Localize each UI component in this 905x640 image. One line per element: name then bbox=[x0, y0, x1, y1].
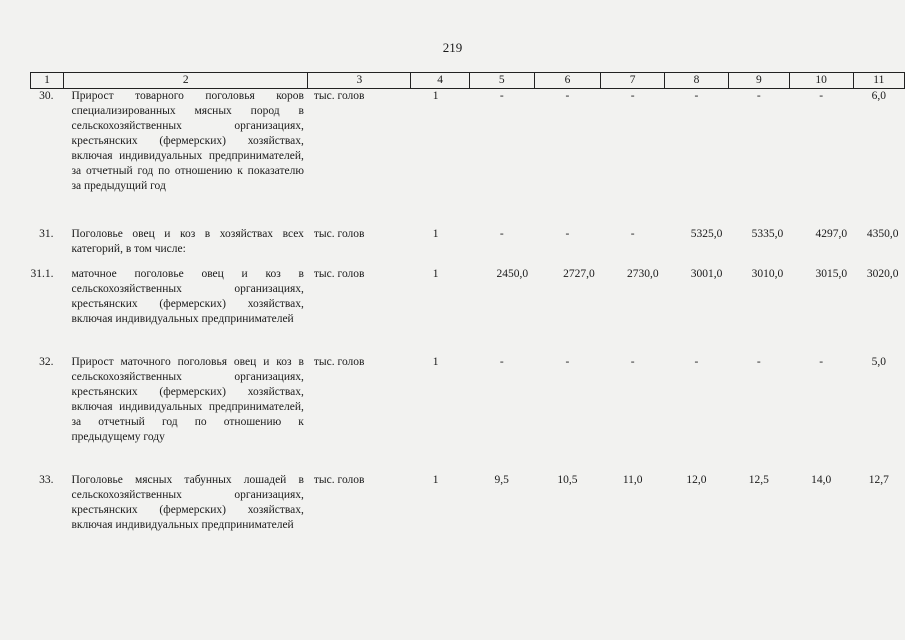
value-cell: - bbox=[756, 356, 761, 368]
indicator-description: Прирост товарного поголовья коров специализированных мясных пород в сельскохозяйственных организациях, крестьянских (фермерских) хозяйствах, включая индивидуальных предпринимателей, за отчетный год по отношению к показателю за предыдущий год bbox=[71, 90, 304, 192]
code-cell: 1 bbox=[432, 268, 439, 280]
col-header-8: 8 bbox=[665, 73, 729, 89]
value-cell: 5325,0 bbox=[690, 228, 723, 240]
value-cell: 2450,0 bbox=[496, 268, 529, 280]
col-header-7: 7 bbox=[601, 73, 665, 89]
value-cell: - bbox=[565, 228, 570, 240]
value-cell: 3010,0 bbox=[751, 268, 784, 280]
value-cell: - bbox=[756, 90, 761, 102]
table-row bbox=[31, 267, 905, 355]
page-number: 219 bbox=[442, 40, 463, 55]
row-number: 30. bbox=[39, 90, 54, 102]
value-cell: - bbox=[819, 356, 824, 368]
row-number: 32. bbox=[39, 356, 54, 368]
unit-cell: тыс. голов bbox=[313, 474, 365, 486]
column-number-row bbox=[31, 73, 905, 89]
value-cell: 3001,0 bbox=[690, 268, 723, 280]
col-header-5: 5 bbox=[469, 73, 534, 89]
code-cell: 1 bbox=[432, 356, 439, 368]
value-cell: 5,0 bbox=[871, 356, 886, 368]
table-row bbox=[31, 355, 905, 473]
unit-cell: тыс. голов bbox=[313, 356, 365, 368]
value-cell: - bbox=[630, 356, 635, 368]
code-cell: 1 bbox=[432, 474, 439, 486]
value-cell: 4350,0 bbox=[866, 228, 899, 240]
table-row bbox=[31, 473, 905, 553]
value-cell: - bbox=[565, 356, 570, 368]
code-cell: 1 bbox=[432, 228, 439, 240]
value-cell: - bbox=[819, 90, 824, 102]
code-cell: 1 bbox=[432, 90, 439, 102]
value-cell: - bbox=[694, 90, 699, 102]
col-header-6: 6 bbox=[534, 73, 601, 89]
value-cell: - bbox=[694, 356, 699, 368]
value-cell: 2730,0 bbox=[626, 268, 659, 280]
indicator-description: Прирост маточного поголовья овец и коз в сельскохозяйственных организациях, крестьянских (фермерских) хозяйствах, включая индивидуальных предпринимателей, за отчетный год по отношению к предыдущему году bbox=[71, 356, 304, 443]
value-cell: - bbox=[499, 228, 504, 240]
value-cell: 6,0 bbox=[871, 90, 886, 102]
row-number: 33. bbox=[39, 474, 54, 486]
row-number: 31.1. bbox=[30, 268, 54, 280]
col-header-1: 1 bbox=[31, 73, 64, 89]
indicator-description: Поголовье мясных табунных лошадей в сельскохозяйственных организациях, крестьянских (фермерских) хозяйствах, включая индивидуальных предпринимателей bbox=[71, 474, 304, 531]
value-cell: 3015,0 bbox=[815, 268, 848, 280]
unit-cell: тыс. голов bbox=[313, 268, 365, 280]
value-cell: 9,5 bbox=[494, 474, 509, 486]
col-header-11: 11 bbox=[853, 73, 904, 89]
value-cell: - bbox=[499, 90, 504, 102]
value-cell: - bbox=[499, 356, 504, 368]
value-cell: 12,5 bbox=[748, 474, 769, 486]
col-header-4: 4 bbox=[411, 73, 470, 89]
value-cell: 2727,0 bbox=[563, 268, 595, 280]
unit-cell: тыс. голов bbox=[313, 228, 365, 240]
value-cell: 5335,0 bbox=[751, 228, 784, 240]
value-cell: - bbox=[565, 90, 570, 102]
value-cell: 12,7 bbox=[868, 474, 889, 486]
indicator-description: маточное поголовье овец и коз в сельскохозяйственных организациях, крестьянских (фермерских) хозяйствах, включая индивидуальных предпринимателей bbox=[71, 268, 304, 325]
value-cell: 10,5 bbox=[557, 474, 578, 486]
value-cell: 12,0 bbox=[686, 474, 707, 486]
row-number: 31. bbox=[39, 228, 54, 240]
indicator-table bbox=[30, 72, 905, 553]
table-row bbox=[31, 89, 905, 228]
value-cell: 4297,0 bbox=[815, 228, 848, 240]
unit-cell: тыс. голов bbox=[313, 90, 365, 102]
col-header-3: 3 bbox=[308, 73, 411, 89]
indicator-description: Поголовье овец и коз в хозяйствах всех категорий, в том числе: bbox=[71, 228, 304, 255]
value-cell: - bbox=[630, 228, 635, 240]
value-cell: - bbox=[630, 90, 635, 102]
value-cell: 14,0 bbox=[811, 474, 832, 486]
col-header-9: 9 bbox=[728, 73, 789, 89]
col-header-10: 10 bbox=[789, 73, 853, 89]
value-cell: 3020,0 bbox=[866, 268, 899, 280]
table-row bbox=[31, 227, 905, 267]
col-header-2: 2 bbox=[64, 73, 308, 89]
value-cell: 11,0 bbox=[622, 474, 643, 486]
